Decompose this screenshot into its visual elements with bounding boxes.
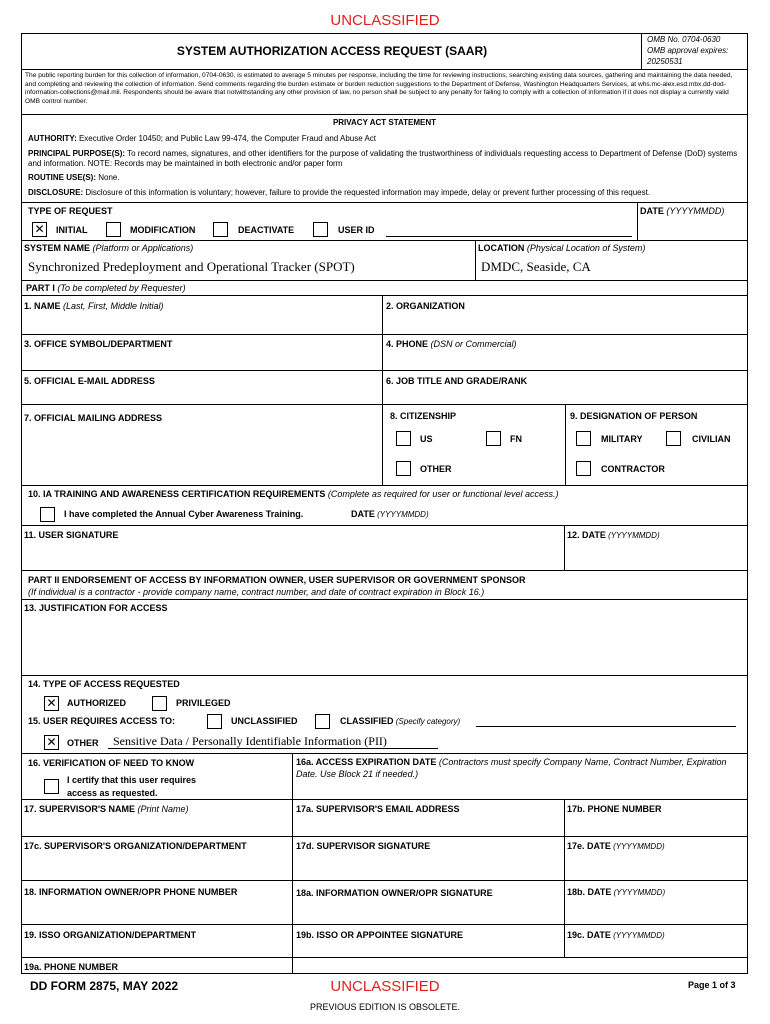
user-id-line[interactable] [386,236,632,237]
military-checkbox[interactable] [576,431,591,446]
other-citizenship-checkbox[interactable] [396,461,411,476]
type-of-request-label: TYPE OF REQUEST [28,206,113,216]
authority-text: AUTHORITY: Executive Order 10450; and Public Law 99-474, the Computer Fraud and Abuse Act [28,134,377,143]
phone-label: 4. PHONE (DSN or Commercial) [386,339,517,349]
supervisor-org-label: 17c. SUPERVISOR'S ORGANIZATION/DEPARTMENT [24,841,247,851]
cyber-awareness-checkbox[interactable] [40,507,55,522]
isso-phone-label: 19a. PHONE NUMBER [24,962,119,972]
disclosure-text: DISCLOSURE: Disclosure of this information is voluntary; however, failure to provide the requested information may impede, delay or prevent further processing of this request. [28,188,651,197]
ia-training-label: 10. IA TRAINING AND AWARENESS CERTIFICATION REQUIREMENTS (Complete as required for user or functional level access.) [28,489,559,499]
part2-heading: PART II ENDORSEMENT OF ACCESS BY INFORMATION OWNER, USER SUPERVISOR OR GOVERNMENT SPONSOR [28,575,526,585]
location-label: LOCATION (Physical Location of System) [478,243,646,253]
initial-checkbox[interactable] [32,222,47,237]
omb-approval: OMB approval expires: [647,46,729,55]
isso-signature-label: 19b. ISSO OR APPOINTEE SIGNATURE [296,930,464,940]
fn-label: FN [510,434,522,444]
system-name-value[interactable]: Synchronized Predeployment and Operational Tracker (SPOT) [28,259,355,274]
us-checkbox[interactable] [396,431,411,446]
requires-access-label: 15. USER REQUIRES ACCESS TO: [28,716,176,726]
office-label: 3. OFFICE SYMBOL/DEPARTMENT [24,339,173,349]
classified-category-line[interactable] [476,726,736,727]
burden-statement: The public reporting burden for this collection of information, 0704-0630, is estimated to average 5 minutes per response, including the time for reviewing instructions, searching existing data sources, gathering and maintaining the data needed, and completing and reviewing the collection of information. Send comments regarding the burden estimate or burden reduction suggestions to the Department of Defense, Washington Headquarters Services, at whs.mc-alex.esd.mbx.dd-dod-information-collections@mail.mil. Respondents should be aware that notwithstanding any other provision of law, no person shall be subject to any penalty for failing to comply with a collection of information if it does not display a currently valid OMB control number. [25,72,733,105]
deactivate-checkbox[interactable] [213,222,228,237]
civilian-checkbox[interactable] [666,431,681,446]
part2-hint: (If individual is a contractor - provide company name, contract number, and date of contract expiration in Block 16.) [28,587,485,597]
us-label: US [420,434,433,444]
location-value[interactable]: DMDC, Seaside, CA [481,259,591,274]
request-date-label: DATE (YYYYMMDD) [640,206,725,216]
modification-label: MODIFICATION [130,225,196,235]
supervisor-signature-label: 17d. SUPERVISOR SIGNATURE [296,841,431,851]
omb-expires: 20250531 [647,57,683,66]
need-to-know-text-1: I certify that this user requires [67,775,197,785]
other-access-checkbox[interactable] [44,735,59,750]
owner-phone-label: 18. INFORMATION OWNER/OPR PHONE NUMBER [24,887,238,897]
user-id-checkbox[interactable] [313,222,328,237]
other-access-label: OTHER [67,738,99,748]
supervisor-email-label: 17a. SUPERVISOR'S EMAIL ADDRESS [296,804,460,814]
system-name-label: SYSTEM NAME (Platform or Applications) [24,243,194,253]
owner-signature-label: 18a. INFORMATION OWNER/OPR SIGNATURE [296,888,493,898]
military-label: MILITARY [601,434,643,444]
need-to-know-checkbox[interactable] [44,779,59,794]
initial-label: INITIAL [56,225,88,235]
other-citizenship-label: OTHER [420,464,452,474]
routine-text: ROUTINE USE(S): None. [28,173,120,182]
designation-label: 9. DESIGNATION OF PERSON [570,411,698,421]
part1-heading: PART I (To be completed by Requester) [26,283,186,293]
justification-label: 13. JUSTIFICATION FOR ACCESS [24,603,168,613]
supervisor-phone-label: 17b. PHONE NUMBER [567,804,662,814]
form-title: SYSTEM AUTHORIZATION ACCESS REQUEST (SAAR) [176,44,488,58]
form-id: DD FORM 2875, MAY 2022 [30,979,179,993]
unclassified-label: UNCLASSIFIED [231,716,298,726]
page-number: Page 1 of 3 [688,980,736,990]
cyber-awareness-label: I have completed the Annual Cyber Awareness Training. [64,509,304,519]
modification-checkbox[interactable] [106,222,121,237]
date19c-label: 19c. DATE (YYYYMMDD) [567,930,665,940]
deactivate-label: DEACTIVATE [238,225,295,235]
form-border [21,33,748,974]
omb-number: OMB No. 0704-0630 [647,35,721,44]
need-to-know-label: 16. VERIFICATION OF NEED TO KNOW [28,758,195,768]
privileged-label: PRIVILEGED [176,698,231,708]
privileged-checkbox[interactable] [152,696,167,711]
authorized-label: AUTHORIZED [67,698,126,708]
user-id-label: USER ID [338,225,375,235]
unclassified-checkbox[interactable] [207,714,222,729]
contractor-label: CONTRACTOR [601,464,665,474]
contractor-checkbox[interactable] [576,461,591,476]
date17e-label: 17e. DATE (YYYYMMDD) [567,841,665,851]
authorized-checkbox[interactable] [44,696,59,711]
ia-date-label: DATE (YYYYMMDD) [351,509,429,519]
supervisor-name-label: 17. SUPERVISOR'S NAME (Print Name) [24,804,189,814]
access-type-label: 14. TYPE OF ACCESS REQUESTED [28,679,180,689]
email-label: 5. OFFICIAL E-MAIL ADDRESS [24,376,155,386]
job-title-label: 6. JOB TITLE AND GRADE/RANK [386,376,528,386]
expiration-label: 16a. ACCESS EXPIRATION DATE (Contractors must specify Company Name, Contract Number, Expiration Date. Use Block 21 if needed.) [296,757,727,779]
name-label: 1. NAME (Last, First, Middle Initial) [24,301,164,311]
need-to-know-text-2: access as requested. [67,788,158,798]
purpose-text: PRINCIPAL PURPOSE(S): To record names, signatures, and other identifiers for the purpose of validating the trustworthiness of individuals requesting access to Department of Defense (DoD) systems and information. NOTE: Records may be maintained in both electronic and/or paper form [28,149,738,168]
bottom-classification: UNCLASSIFIED [330,978,440,995]
obsolete-notice: PREVIOUS EDITION IS OBSOLETE. [309,1002,461,1012]
user-signature-label: 11. USER SIGNATURE [24,530,119,540]
classified-checkbox[interactable] [315,714,330,729]
date12-label: 12. DATE (YYYYMMDD) [567,530,660,540]
citizenship-label: 8. CITIZENSHIP [390,411,457,421]
classified-label: CLASSIFIED (Specify category) [340,716,461,726]
privacy-heading: PRIVACY ACT STATEMENT [332,118,437,127]
top-classification: UNCLASSIFIED [330,12,440,29]
civilian-label: CIVILIAN [692,434,731,444]
mailing-address-label: 7. OFFICIAL MAILING ADDRESS [24,413,163,423]
isso-org-label: 19. ISSO ORGANIZATION/DEPARTMENT [24,930,197,940]
date18b-label: 18b. DATE (YYYYMMDD) [567,887,666,897]
other-access-value[interactable]: Sensitive Data / Personally Identifiable Information (PII) [113,734,387,748]
organization-label: 2. ORGANIZATION [386,301,465,311]
fn-checkbox[interactable] [486,431,501,446]
